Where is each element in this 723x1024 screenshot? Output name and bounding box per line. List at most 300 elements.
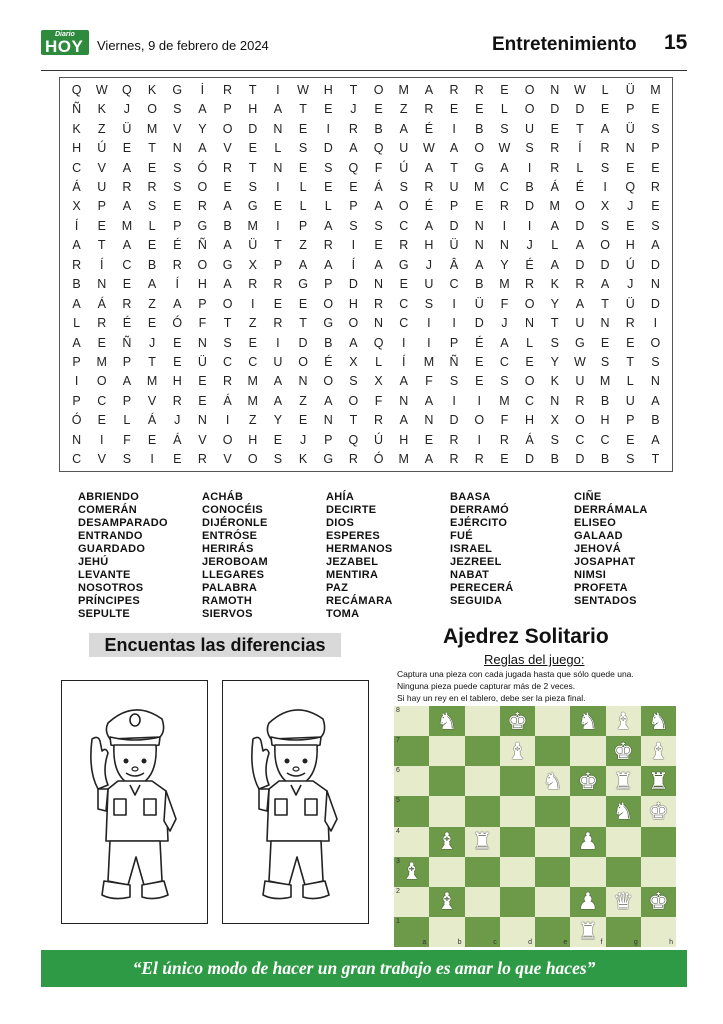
grid-letter: M (247, 374, 258, 389)
differences-title: Encuentas las diferencias (89, 633, 341, 657)
grid-letter: Z (97, 121, 106, 136)
grid-letter: I (276, 82, 280, 97)
grid-letter: O (147, 102, 157, 117)
grid-letter: A (449, 141, 459, 156)
grid-letter: S (600, 355, 610, 370)
king-icon: ♚ (577, 767, 599, 794)
difference-picture-left (61, 680, 208, 924)
word-list-item: RAMOTH (202, 595, 253, 607)
board-square (429, 736, 464, 766)
grid-letter: A (424, 452, 434, 467)
word-list-item: PAZ (326, 582, 349, 594)
grid-letter: J (174, 413, 181, 428)
grid-letter: R (499, 199, 509, 214)
board-square (429, 917, 464, 947)
grid-letter: E (198, 393, 207, 408)
grid-letter: T (450, 160, 458, 175)
grid-letter: F (374, 160, 383, 175)
board-square (535, 827, 570, 857)
grid-letter: B (600, 393, 610, 408)
grid-letter: E (122, 141, 132, 156)
word-list-item: DIOS (326, 517, 355, 529)
grid-letter: R (197, 199, 207, 214)
grid-letter: A (122, 160, 132, 175)
grid-letter: I (502, 218, 507, 233)
grid-letter: R (248, 277, 258, 292)
grid-letter: E (374, 102, 383, 117)
grid-letter: L (601, 82, 609, 97)
grid-letter: O (222, 432, 233, 447)
grid-letter: R (223, 374, 233, 389)
grid-letter: Ú (97, 141, 107, 156)
grid-letter: Y (550, 296, 559, 311)
grid-letter: D (525, 199, 535, 214)
word-list-item: NIMSI (574, 569, 607, 581)
grid-letter: S (122, 452, 132, 467)
grid-letter: S (600, 218, 610, 233)
grid-letter: T (97, 238, 106, 253)
grid-letter: B (374, 121, 383, 136)
grid-letter: T (223, 316, 232, 331)
chess-rule-line: Ninguna pieza puede capturar más de 2 veces. (397, 681, 576, 691)
grid-letter: L (274, 141, 282, 156)
grid-letter: O (650, 335, 661, 350)
file-label: d (528, 939, 532, 946)
board-square (606, 766, 641, 796)
grid-letter: L (299, 199, 307, 214)
grid-letter: A (349, 141, 358, 156)
word-list-item: JEROBOAM (202, 556, 268, 568)
grid-letter: M (423, 355, 435, 370)
word-list-column (326, 491, 393, 621)
grid-letter: A (173, 296, 182, 311)
grid-letter: Á (223, 393, 232, 408)
word-list-item: PERECERÁ (450, 582, 514, 594)
grid-letter: W (423, 141, 435, 156)
grid-letter: D (575, 218, 585, 233)
grid-letter: E (97, 335, 106, 350)
grid-letter: T (349, 82, 358, 97)
grid-letter: O (222, 296, 233, 311)
grid-letter: T (299, 102, 307, 117)
grid-letter: U (424, 277, 434, 292)
grid-letter: E (626, 335, 635, 350)
word-list-item: PROFETA (574, 582, 628, 594)
board-square (535, 796, 570, 826)
grid-letter: O (348, 393, 359, 408)
grid-letter: Q (348, 432, 359, 447)
word-list-item: SEGUIDA (450, 595, 503, 607)
board-square (535, 857, 570, 887)
grid-letter: I (452, 316, 456, 331)
pawn-icon: ♟ (577, 888, 599, 915)
grid-letter: S (449, 374, 459, 389)
grid-letter: C (248, 355, 258, 370)
grid-letter: R (323, 238, 333, 253)
board-square (429, 766, 464, 796)
grid-letter: C (449, 277, 459, 292)
grid-letter: P (72, 355, 81, 370)
soldier-boy-illustration (223, 681, 367, 922)
grid-letter: R (273, 277, 283, 292)
grid-letter: W (498, 141, 511, 156)
grid-letter: J (148, 335, 156, 350)
board-square (394, 736, 429, 766)
grid-letter: V (223, 452, 232, 467)
grid-letter: M (398, 452, 409, 467)
grid-letter: A (198, 102, 207, 117)
grid-letter: A (324, 257, 333, 272)
board-square (535, 706, 570, 736)
grid-letter: E (223, 179, 232, 194)
grid-letter: T (576, 121, 584, 136)
grid-letter: M (499, 277, 510, 292)
board-square (500, 796, 535, 826)
word-list-item: ENTRANDO (78, 530, 143, 542)
board-square (535, 917, 570, 947)
grid-letter: N (650, 277, 660, 292)
grid-letter: D (575, 257, 585, 272)
grid-letter: P (173, 218, 182, 233)
grid-letter: G (298, 277, 308, 292)
chess-rules-title: Reglas del juego: (484, 652, 585, 667)
grid-letter: R (97, 316, 107, 331)
grid-letter: E (550, 121, 559, 136)
grid-letter: C (72, 452, 82, 467)
file-label: a (422, 939, 427, 946)
grid-letter: N (374, 316, 384, 331)
grid-letter: Ü (474, 296, 484, 311)
board-square (465, 706, 500, 736)
grid-letter: A (223, 199, 232, 214)
grid-letter: T (299, 316, 307, 331)
bishop-icon: ♝ (436, 888, 458, 915)
grid-letter: K (97, 102, 106, 117)
grid-letter: C (525, 393, 535, 408)
grid-letter: W (574, 82, 586, 97)
grid-letter: S (349, 374, 358, 389)
grid-letter: D (348, 277, 358, 292)
grid-letter: S (298, 141, 308, 156)
grid-letter: X (600, 199, 610, 214)
board-square (606, 706, 641, 736)
grid-letter: P (626, 102, 635, 117)
grid-letter: T (148, 355, 156, 370)
grid-letter: Í (351, 257, 356, 272)
grid-letter: O (474, 141, 485, 156)
newspaper-logo (41, 30, 89, 55)
grid-letter: V (198, 432, 207, 447)
grid-letter: V (97, 452, 106, 467)
grid-letter: R (374, 296, 384, 311)
chess-rule-line: Captura una pieza con cada jugada hasta que sólo quede una. (397, 669, 634, 679)
grid-letter: Y (550, 355, 559, 370)
grid-letter: J (501, 316, 508, 331)
grid-letter: U (399, 141, 409, 156)
grid-letter: C (223, 355, 233, 370)
grid-letter: N (474, 238, 484, 253)
grid-letter: O (323, 296, 334, 311)
grid-letter: Ñ (197, 238, 207, 253)
board-square (394, 887, 429, 917)
grid-letter: N (550, 393, 560, 408)
grid-letter: E (173, 355, 182, 370)
grid-letter: B (475, 121, 484, 136)
grid-letter: D (650, 296, 660, 311)
king-icon: ♚ (648, 888, 669, 915)
board-square (465, 827, 500, 857)
grid-letter: L (73, 316, 81, 331)
grid-letter: F (425, 374, 433, 389)
grid-letter: R (550, 160, 560, 175)
grid-letter: B (600, 452, 610, 467)
knight-icon: ♞ (436, 707, 458, 734)
grid-letter: E (147, 238, 157, 253)
word-list-item: COMERÁN (78, 504, 137, 516)
file-label: c (493, 939, 497, 946)
rook-icon: ♜ (471, 828, 493, 855)
grid-letter: S (173, 179, 182, 194)
grid-letter: R (600, 141, 610, 156)
grid-letter: Á (97, 296, 106, 311)
grid-letter: R (223, 82, 233, 97)
grid-letter: N (72, 432, 82, 447)
grid-letter: M (96, 355, 107, 370)
grid-letter: Ó (172, 316, 183, 331)
grid-letter: Q (71, 82, 82, 97)
grid-letter: O (298, 355, 308, 370)
grid-letter: N (525, 316, 535, 331)
grid-letter: A (349, 335, 358, 350)
grid-letter: A (424, 218, 434, 233)
grid-letter: R (122, 296, 132, 311)
grid-letter: U (449, 179, 459, 194)
word-list-item: ISRAEL (450, 543, 493, 555)
board-square (465, 857, 500, 887)
word-list-item: ESPERES (326, 530, 381, 542)
grid-letter: D (525, 452, 535, 467)
grid-letter: P (298, 218, 308, 233)
chess-rule-line: Si hay un rey en el tablero, debe ser la pieza final. (397, 693, 586, 703)
grid-letter: A (651, 238, 660, 253)
rank-label: 8 (396, 707, 400, 714)
quote-banner: “El único modo de hacer un gran trabajo es amar lo que haces” (41, 950, 687, 987)
queen-icon: ♛ (612, 888, 634, 915)
grid-letter: X (248, 257, 257, 272)
grid-letter: T (626, 355, 635, 370)
grid-letter: O (600, 238, 610, 253)
grid-letter: Z (148, 296, 156, 311)
grid-letter: A (500, 335, 509, 350)
grid-letter: N (374, 277, 384, 292)
grid-letter: Í (402, 355, 406, 370)
grid-letter: M (247, 393, 258, 408)
grid-letter: T (148, 141, 156, 156)
grid-letter: L (299, 179, 307, 194)
grid-letter: I (527, 160, 532, 175)
grid-letter: P (223, 102, 232, 117)
grid-letter: Ñ (122, 335, 132, 350)
grid-letter: A (122, 199, 132, 214)
grid-letter: I (427, 316, 431, 331)
grid-letter: R (374, 413, 384, 428)
grid-letter: H (248, 432, 258, 447)
grid-letter: E (475, 199, 484, 214)
word-list-item: DECIRTE (326, 504, 377, 516)
grid-letter: C (499, 355, 509, 370)
grid-letter: G (247, 199, 258, 214)
grid-letter: É (122, 316, 132, 331)
board-square (570, 857, 605, 887)
grid-letter: O (398, 199, 409, 214)
board-square (570, 827, 605, 857)
grid-letter: T (349, 413, 358, 428)
grid-letter: I (603, 179, 607, 194)
grid-letter: S (374, 218, 383, 233)
word-list-item: GUARDADO (78, 543, 146, 555)
word-list-item: RECÁMARA (326, 595, 393, 607)
board-square (606, 827, 641, 857)
word-list-item: LLEGARES (202, 569, 265, 581)
grid-letter: M (146, 374, 158, 389)
word-list-item: JEZABEL (326, 556, 379, 568)
board-square (641, 736, 676, 766)
board-square (641, 706, 676, 736)
grid-letter: N (273, 160, 283, 175)
grid-letter: G (172, 82, 183, 97)
board-square (500, 706, 535, 736)
rank-label: 5 (396, 797, 400, 805)
grid-letter: R (273, 316, 283, 331)
grid-letter: I (150, 452, 154, 467)
grid-letter: M (146, 121, 158, 136)
grid-letter: I (225, 413, 230, 428)
grid-letter: H (399, 432, 409, 447)
grid-letter: S (399, 179, 408, 194)
grid-letter: D (248, 121, 258, 136)
grid-letter: E (147, 432, 157, 447)
grid-letter: P (122, 393, 132, 408)
grid-letter: E (600, 102, 610, 117)
grid-letter: N (399, 393, 409, 408)
grid-letter: N (273, 121, 283, 136)
grid-letter: A (147, 277, 157, 292)
word-list-item: CIÑE (574, 491, 602, 503)
word-list-item: NOSOTROS (78, 582, 144, 594)
grid-letter: E (475, 374, 484, 389)
word-list-item: GALAAD (574, 530, 623, 542)
board-square (570, 796, 605, 826)
grid-letter: B (324, 335, 333, 350)
grid-letter: A (475, 257, 484, 272)
grid-letter: É (424, 121, 434, 136)
grid-letter: É (575, 179, 585, 194)
bishop-icon: ♝ (436, 828, 458, 855)
grid-letter: R (550, 141, 560, 156)
grid-letter: V (97, 160, 106, 175)
grid-letter: O (96, 374, 107, 389)
grid-letter: I (276, 335, 280, 350)
word-list-item: TOMA (326, 608, 360, 620)
grid-letter: A (122, 238, 132, 253)
board-square (641, 766, 676, 796)
grid-letter: N (298, 374, 308, 389)
board-square (641, 917, 676, 947)
board-square (641, 796, 676, 826)
grid-letter: O (197, 179, 208, 194)
grid-letter: R (575, 393, 585, 408)
grid-letter: B (223, 218, 232, 233)
grid-letter: V (223, 141, 232, 156)
grid-letter: H (424, 238, 434, 253)
grid-letter: N (550, 82, 560, 97)
king-icon: ♚ (648, 797, 669, 824)
grid-letter: R (424, 102, 434, 117)
grid-letter: B (550, 452, 559, 467)
grid-letter: Á (173, 432, 182, 447)
grid-letter: L (375, 355, 383, 370)
word-list-item: ABRIENDO (78, 491, 140, 503)
grid-letter: G (474, 160, 485, 175)
grid-letter: A (575, 296, 585, 311)
grid-letter: A (399, 121, 408, 136)
grid-letter: J (627, 199, 634, 214)
board-square (500, 857, 535, 887)
grid-letter: R (399, 238, 409, 253)
grid-letter: S (600, 160, 610, 175)
grid-letter: C (575, 432, 585, 447)
grid-letter: C (399, 218, 409, 233)
grid-letter: D (575, 102, 585, 117)
grid-letter: I (452, 393, 456, 408)
grid-letter: Á (374, 179, 383, 194)
grid-letter: A (324, 393, 333, 408)
grid-letter: Á (72, 179, 81, 194)
grid-letter: E (173, 199, 182, 214)
grid-letter: Á (550, 179, 559, 194)
grid-letter: Y (500, 257, 509, 272)
grid-letter: R (172, 257, 182, 272)
board-square (535, 887, 570, 917)
grid-letter: A (399, 374, 408, 389)
grid-letter: Â (449, 257, 459, 272)
word-list-item: HERIRÁS (202, 543, 254, 555)
grid-letter: D (600, 257, 610, 272)
grid-letter: N (625, 141, 635, 156)
board-square (500, 887, 535, 917)
grid-letter: E (97, 218, 106, 233)
grid-letter: N (172, 141, 182, 156)
file-label: h (669, 939, 673, 946)
grid-letter: E (651, 199, 660, 214)
grid-letter: Y (273, 413, 283, 428)
grid-letter: A (600, 121, 610, 136)
grid-letter: E (248, 335, 257, 350)
grid-letter: S (500, 121, 509, 136)
grid-letter: Q (373, 335, 384, 350)
knight-icon: ♞ (542, 767, 563, 794)
grid-letter: Z (248, 413, 257, 428)
grid-letter: É (173, 238, 182, 253)
grid-letter: Y (198, 121, 207, 136)
grid-letter: E (324, 102, 333, 117)
grid-letter: K (298, 452, 308, 467)
grid-letter: E (298, 121, 308, 136)
grid-letter: M (247, 218, 258, 233)
grid-letter: I (452, 296, 456, 311)
grid-letter: R (474, 452, 484, 467)
knight-icon: ♞ (648, 707, 669, 734)
